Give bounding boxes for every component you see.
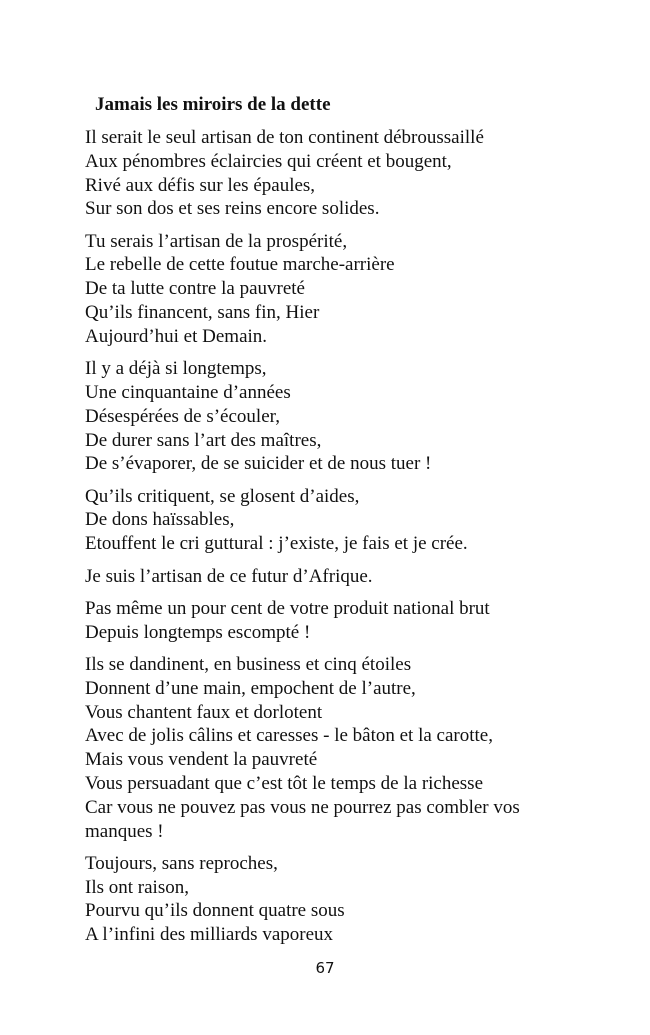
page-number: 67	[315, 959, 335, 977]
poem-line: Sur son dos et ses reins encore solides.	[85, 198, 380, 220]
poem-line: De dons haïssables,	[85, 509, 235, 531]
poem-line: Avec de jolis câlins et caresses - le bâton et la carotte,	[85, 725, 493, 747]
poem-line: Mais vous vendent la pauvreté	[85, 749, 318, 771]
poem-line: Vous chantent faux et dorlotent	[85, 701, 323, 723]
poem-line: Une cinquantaine d’années	[85, 381, 291, 403]
poem-line: Ils ont raison,	[85, 876, 189, 898]
poem-line: Aujourd’hui et Demain.	[85, 325, 268, 347]
poem-line: Depuis longtemps escompté !	[85, 621, 311, 643]
poem-line: De s’évaporer, de se suicider et de nous tuer !	[85, 453, 432, 475]
poem-line: Pas même un pour cent de votre produit national brut	[85, 597, 490, 619]
poem-line: Je suis l’artisan de ce futur d’Afrique.	[85, 565, 373, 587]
stanza	[85, 230, 585, 349]
poem-line: Tu serais l’artisan de la prospérité,	[85, 230, 348, 252]
poem-line: De durer sans l’art des maîtres,	[85, 429, 322, 451]
poem-line: Toujours, sans reproches,	[85, 852, 278, 874]
poem-line: Ils se dandinent, en business et cinq étoiles	[85, 653, 412, 675]
poem-body	[85, 126, 585, 956]
stanza	[85, 597, 585, 645]
poem-line: A l’infini des milliards vaporeux	[85, 924, 334, 946]
stanza	[85, 357, 585, 476]
stanza	[85, 126, 585, 221]
stanza	[85, 852, 585, 947]
poem-line: Aux pénombres éclaircies qui créent et bougent,	[85, 150, 452, 172]
poem-line: Qu’ils financent, sans fin, Hier	[85, 302, 320, 324]
poem-title: Jamais les miroirs de la dette	[95, 94, 331, 115]
stanza	[85, 565, 585, 589]
poem-line: Il y a déjà si longtemps,	[85, 358, 267, 380]
poem-line: Qu’ils critiquent, se glosent d’aides,	[85, 485, 360, 507]
stanza	[85, 485, 585, 556]
poem-line: manques !	[85, 820, 164, 842]
poem-line: Il serait le seul artisan de ton continent débroussaillé	[85, 127, 484, 148]
poem-line: Etouffent le cri guttural : j’existe, je fais et je crée.	[85, 533, 468, 555]
stanza	[85, 653, 585, 843]
poem-line: Car vous ne pouvez pas vous ne pourrez pas combler vos	[85, 796, 520, 818]
poem-line: De ta lutte contre la pauvreté	[85, 278, 305, 300]
poem-line: Désespérées de s’écouler,	[85, 405, 280, 427]
poem-line: Rivé aux défis sur les épaules,	[85, 174, 316, 196]
poem-line: Pourvu qu’ils donnent quatre sous	[85, 900, 345, 922]
poem-line: Donnent d’une main, empochent de l’autre,	[85, 677, 416, 699]
poem-line: Vous persuadant que c’est tôt le temps de la richesse	[85, 772, 484, 794]
poem-line: Le rebelle de cette foutue marche-arrière	[85, 254, 395, 276]
